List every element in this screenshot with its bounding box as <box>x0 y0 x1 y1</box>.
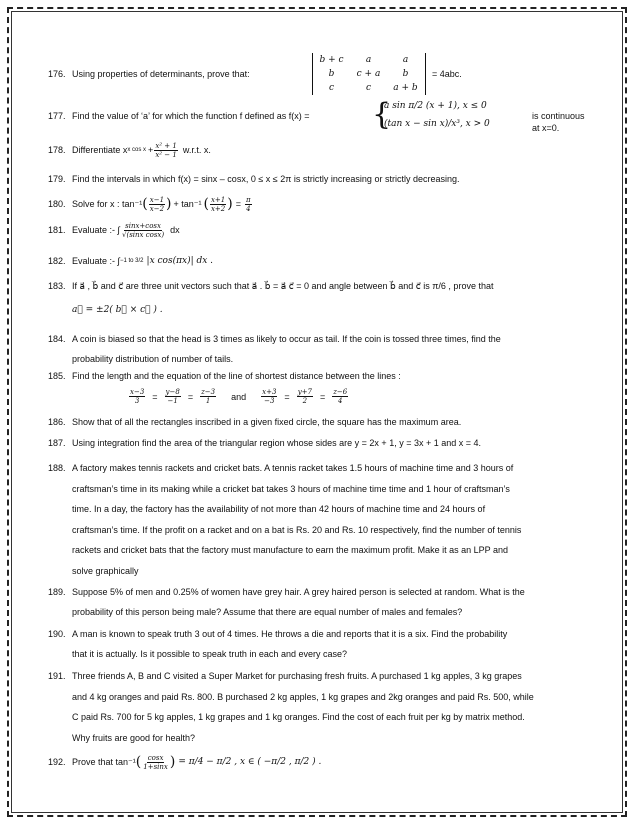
question-178 <box>48 138 593 162</box>
text-fragment: 184. <box>48 334 66 344</box>
text-fragment: cosx <box>147 753 164 762</box>
question-183 <box>48 280 593 316</box>
text-fragment: a sin π/2 (x + 1), x ≤ 0 <box>384 101 487 111</box>
fraction <box>297 388 313 405</box>
fraction <box>200 388 216 405</box>
text-fragment: A man is known to speak truth 3 out of 4 times. He throws a die and reports that it is a six. Find the probability <box>72 629 508 639</box>
text-fragment: Find the intervals in which f(x) = sinx – cosx, 0 ≤ x ≤ 2π is strictly increasing or strictly decreasing. <box>72 174 460 184</box>
text-fragment: c <box>328 83 335 93</box>
text-fragment: Find the length and the equation of the line of shortest distance between the lines : <box>72 371 401 381</box>
parenthesis: ) <box>166 196 172 212</box>
text-fragment: Three friends A, B and C visited a Super Market for purchasing fresh fruits. A purchased 1 kg apples, 3 kg grapes <box>72 671 522 681</box>
fraction <box>332 388 348 405</box>
fraction <box>142 754 169 771</box>
text-fragment: z−3 <box>201 388 216 396</box>
text-fragment: b <box>402 69 409 79</box>
text-fragment: probability of this person being male? Assume that there are equal number of males and females? <box>72 607 463 617</box>
question-177 <box>48 98 593 134</box>
text-fragment: x+3 <box>262 388 277 396</box>
text-fragment: + <box>148 145 154 155</box>
text-fragment: x−3 <box>130 388 145 396</box>
text-fragment: 177. <box>48 111 66 121</box>
text-fragment: Using properties of determinants, prove that: <box>72 69 250 79</box>
text-fragment: 1 <box>205 397 211 405</box>
text-fragment: a + b <box>393 83 418 93</box>
text-fragment: 187. <box>48 438 66 448</box>
fraction <box>129 388 145 405</box>
question-181 <box>48 218 593 242</box>
text-fragment: 2 <box>302 397 308 405</box>
text-fragment: and <box>231 391 247 402</box>
text-fragment: 190. <box>48 629 66 639</box>
text-fragment: is continuous at x=0. <box>532 111 585 133</box>
text-fragment: Differentiate x <box>72 145 128 155</box>
fraction <box>121 222 165 239</box>
text-fragment: x² − 1 <box>155 150 177 159</box>
text-fragment: A coin is biased so that the head is 3 times as likely to occur as tail. If the coin is tossed three times, find the <box>72 334 501 344</box>
text-fragment: 185. <box>48 371 66 381</box>
question-180 <box>48 192 593 216</box>
text-fragment: −1 <box>167 397 178 405</box>
fraction <box>165 388 181 405</box>
text-fragment: = 4abc. <box>432 69 462 79</box>
text-fragment: 178. <box>48 145 66 155</box>
text-fragment: 189. <box>48 587 66 597</box>
text-fragment: Solve for x : tan⁻¹ <box>72 199 143 209</box>
text-fragment: b + c <box>319 55 344 65</box>
piecewise-brace: { <box>372 97 392 132</box>
text-fragment: sinx+cosx <box>125 221 161 230</box>
text-fragment: C paid Rs. 700 for 5 kg apples, 1 kg grapes and 1 kg oranges. Find the cost of each fruit per kg by matrix method. <box>72 712 525 722</box>
text-fragment: c <box>365 83 372 93</box>
question-188 <box>48 458 593 581</box>
text-fragment: + tan⁻¹ <box>173 199 202 209</box>
text-fragment: x+2 <box>210 204 226 213</box>
text-fragment: π <box>246 195 251 204</box>
text-fragment: √(sinx cosx) <box>122 230 165 239</box>
question-185 <box>48 370 593 416</box>
text-fragment: a⃗ = ±2( b⃗ × c⃗ ) . <box>72 305 163 315</box>
text-fragment: time. In a day, the factory has the availability of not more than 42 hours of machine time and 24 hours of <box>72 504 486 514</box>
text-fragment: 192. <box>48 757 66 767</box>
text-fragment: rackets and cricket bats that the factory must manufacture to earn the maximum profit. Make it as an LPP and <box>72 545 509 555</box>
fraction <box>210 196 226 213</box>
parenthesis: ( <box>135 754 142 770</box>
text-fragment: 191. <box>48 671 66 681</box>
question-190 <box>48 624 593 664</box>
text-fragment: A factory makes tennis rackets and cricket bats. A tennis racket takes 1.5 hours of machine time and 3 hours of <box>72 463 514 473</box>
text-fragment: 183. <box>48 281 66 291</box>
text-fragment: Suppose 5% of men and 0.25% of women have grey hair. A grey haired person is selected at random. What is the <box>72 587 525 597</box>
text-fragment: probability distribution of number of tails. <box>72 354 234 364</box>
text-fragment: x−1 <box>149 195 165 204</box>
fraction <box>149 196 165 213</box>
text-fragment: Prove that tan⁻¹ <box>72 757 136 767</box>
text-fragment: that it is actually. Is it possible to speak truth in each and every case? <box>72 649 347 659</box>
text-fragment: solve graphically <box>72 565 139 576</box>
text-fragment: 182. <box>48 256 66 266</box>
determinant <box>312 53 426 95</box>
text-fragment: and 4 kg oranges and paid Rs. 800. B purchased 2 kg apples, 1 kg grapes and 2kg oranges and paid Rs. 500, while <box>72 691 534 702</box>
parenthesis: ( <box>142 196 148 212</box>
text-fragment: −1 to 3/2 <box>120 258 144 264</box>
text-fragment: y−8 <box>165 388 180 396</box>
question-187 <box>48 437 593 449</box>
text-fragment: (tan x − sin x)/x³, x > 0 <box>384 119 490 129</box>
text-fragment: Find the value of ‘a’ for which the function f defined as f(x) = <box>72 111 310 121</box>
text-fragment: craftsman’s time in its making while a cricket bat takes 3 hours of machine time time and 1 hour of craftsman’s <box>72 483 510 494</box>
question-176 <box>48 53 593 97</box>
question-182 <box>48 250 593 272</box>
text-fragment: b <box>328 69 335 79</box>
text-fragment: 3 <box>134 397 140 405</box>
text-fragment: dx <box>170 225 180 235</box>
fraction <box>261 388 277 405</box>
question-189 <box>48 582 593 622</box>
text-fragment: a <box>402 55 409 65</box>
text-fragment: |x cos(πx)| dx . <box>146 256 214 266</box>
text-fragment: a <box>365 55 372 65</box>
text-fragment: w.r.t. x. <box>182 145 211 155</box>
text-fragment: x² + 1 <box>155 141 177 150</box>
text-fragment: 4 <box>338 397 343 405</box>
text-fragment: 188. <box>48 463 66 473</box>
text-fragment: If a⃗ , b⃗ and c⃗ are three unit vectors such that a⃗ . b⃗ = a⃗ c⃗ = 0 and angle between b⃗ and c⃗ is π/6 , prove that <box>72 281 494 291</box>
text-fragment: z−6 <box>333 388 348 396</box>
parenthesis: ( <box>203 196 209 212</box>
text-fragment: 176. <box>48 69 66 79</box>
text-fragment: x cos x <box>127 147 147 153</box>
text-fragment: 181. <box>48 225 66 235</box>
fraction <box>245 196 252 213</box>
text-fragment: = <box>235 199 241 209</box>
parenthesis: ) <box>169 754 176 770</box>
text-fragment: craftsman’s time. If the profit on a racket and on a bat is Rs. 20 and Rs. 10 respectively, find the number of tennis <box>72 524 522 535</box>
text-fragment: 179. <box>48 174 66 184</box>
text-fragment: c + a <box>356 69 381 79</box>
question-179 <box>48 173 593 185</box>
text-fragment: Show that of all the rectangles inscribed in a given fixed circle, the square has the maximum area. <box>72 417 462 427</box>
text-fragment: x+1 <box>210 195 226 204</box>
fraction <box>154 142 178 159</box>
text-fragment: 180. <box>48 199 66 209</box>
text-fragment: 1+sinx <box>143 762 168 771</box>
text-fragment: y+7 <box>297 388 312 396</box>
text-fragment: 4 <box>246 204 251 213</box>
question-191 <box>48 666 593 748</box>
text-fragment: x−2 <box>149 204 165 213</box>
text-fragment: = π/4 − π/2 , x ∈ ( −π/2 , π/2 ) . <box>178 757 322 767</box>
text-fragment: 186. <box>48 417 66 427</box>
line-equations: $\frac{x-3}{3}$ = $\frac{y-8}{-1}$ = $\frac{z-3}{1}$ and $\frac{x+3}{-3}$ = $\frac{y+7}{2}$ = $\frac{z-6}{4}$ <box>130 388 348 405</box>
text-fragment: −3 <box>264 397 275 405</box>
text-fragment: Evaluate :- ∫ <box>72 256 120 266</box>
text-fragment: Evaluate :- ∫ <box>72 225 120 235</box>
parenthesis: ) <box>227 196 233 212</box>
question-186 <box>48 416 593 428</box>
question-184 <box>48 329 593 369</box>
text-fragment: Using integration find the area of the triangular region whose sides are y = 2x + 1, y = 3x + 1 and x = 4. <box>72 438 481 448</box>
question-192 <box>48 750 593 774</box>
text-fragment: Why fruits are good for health? <box>72 732 196 743</box>
